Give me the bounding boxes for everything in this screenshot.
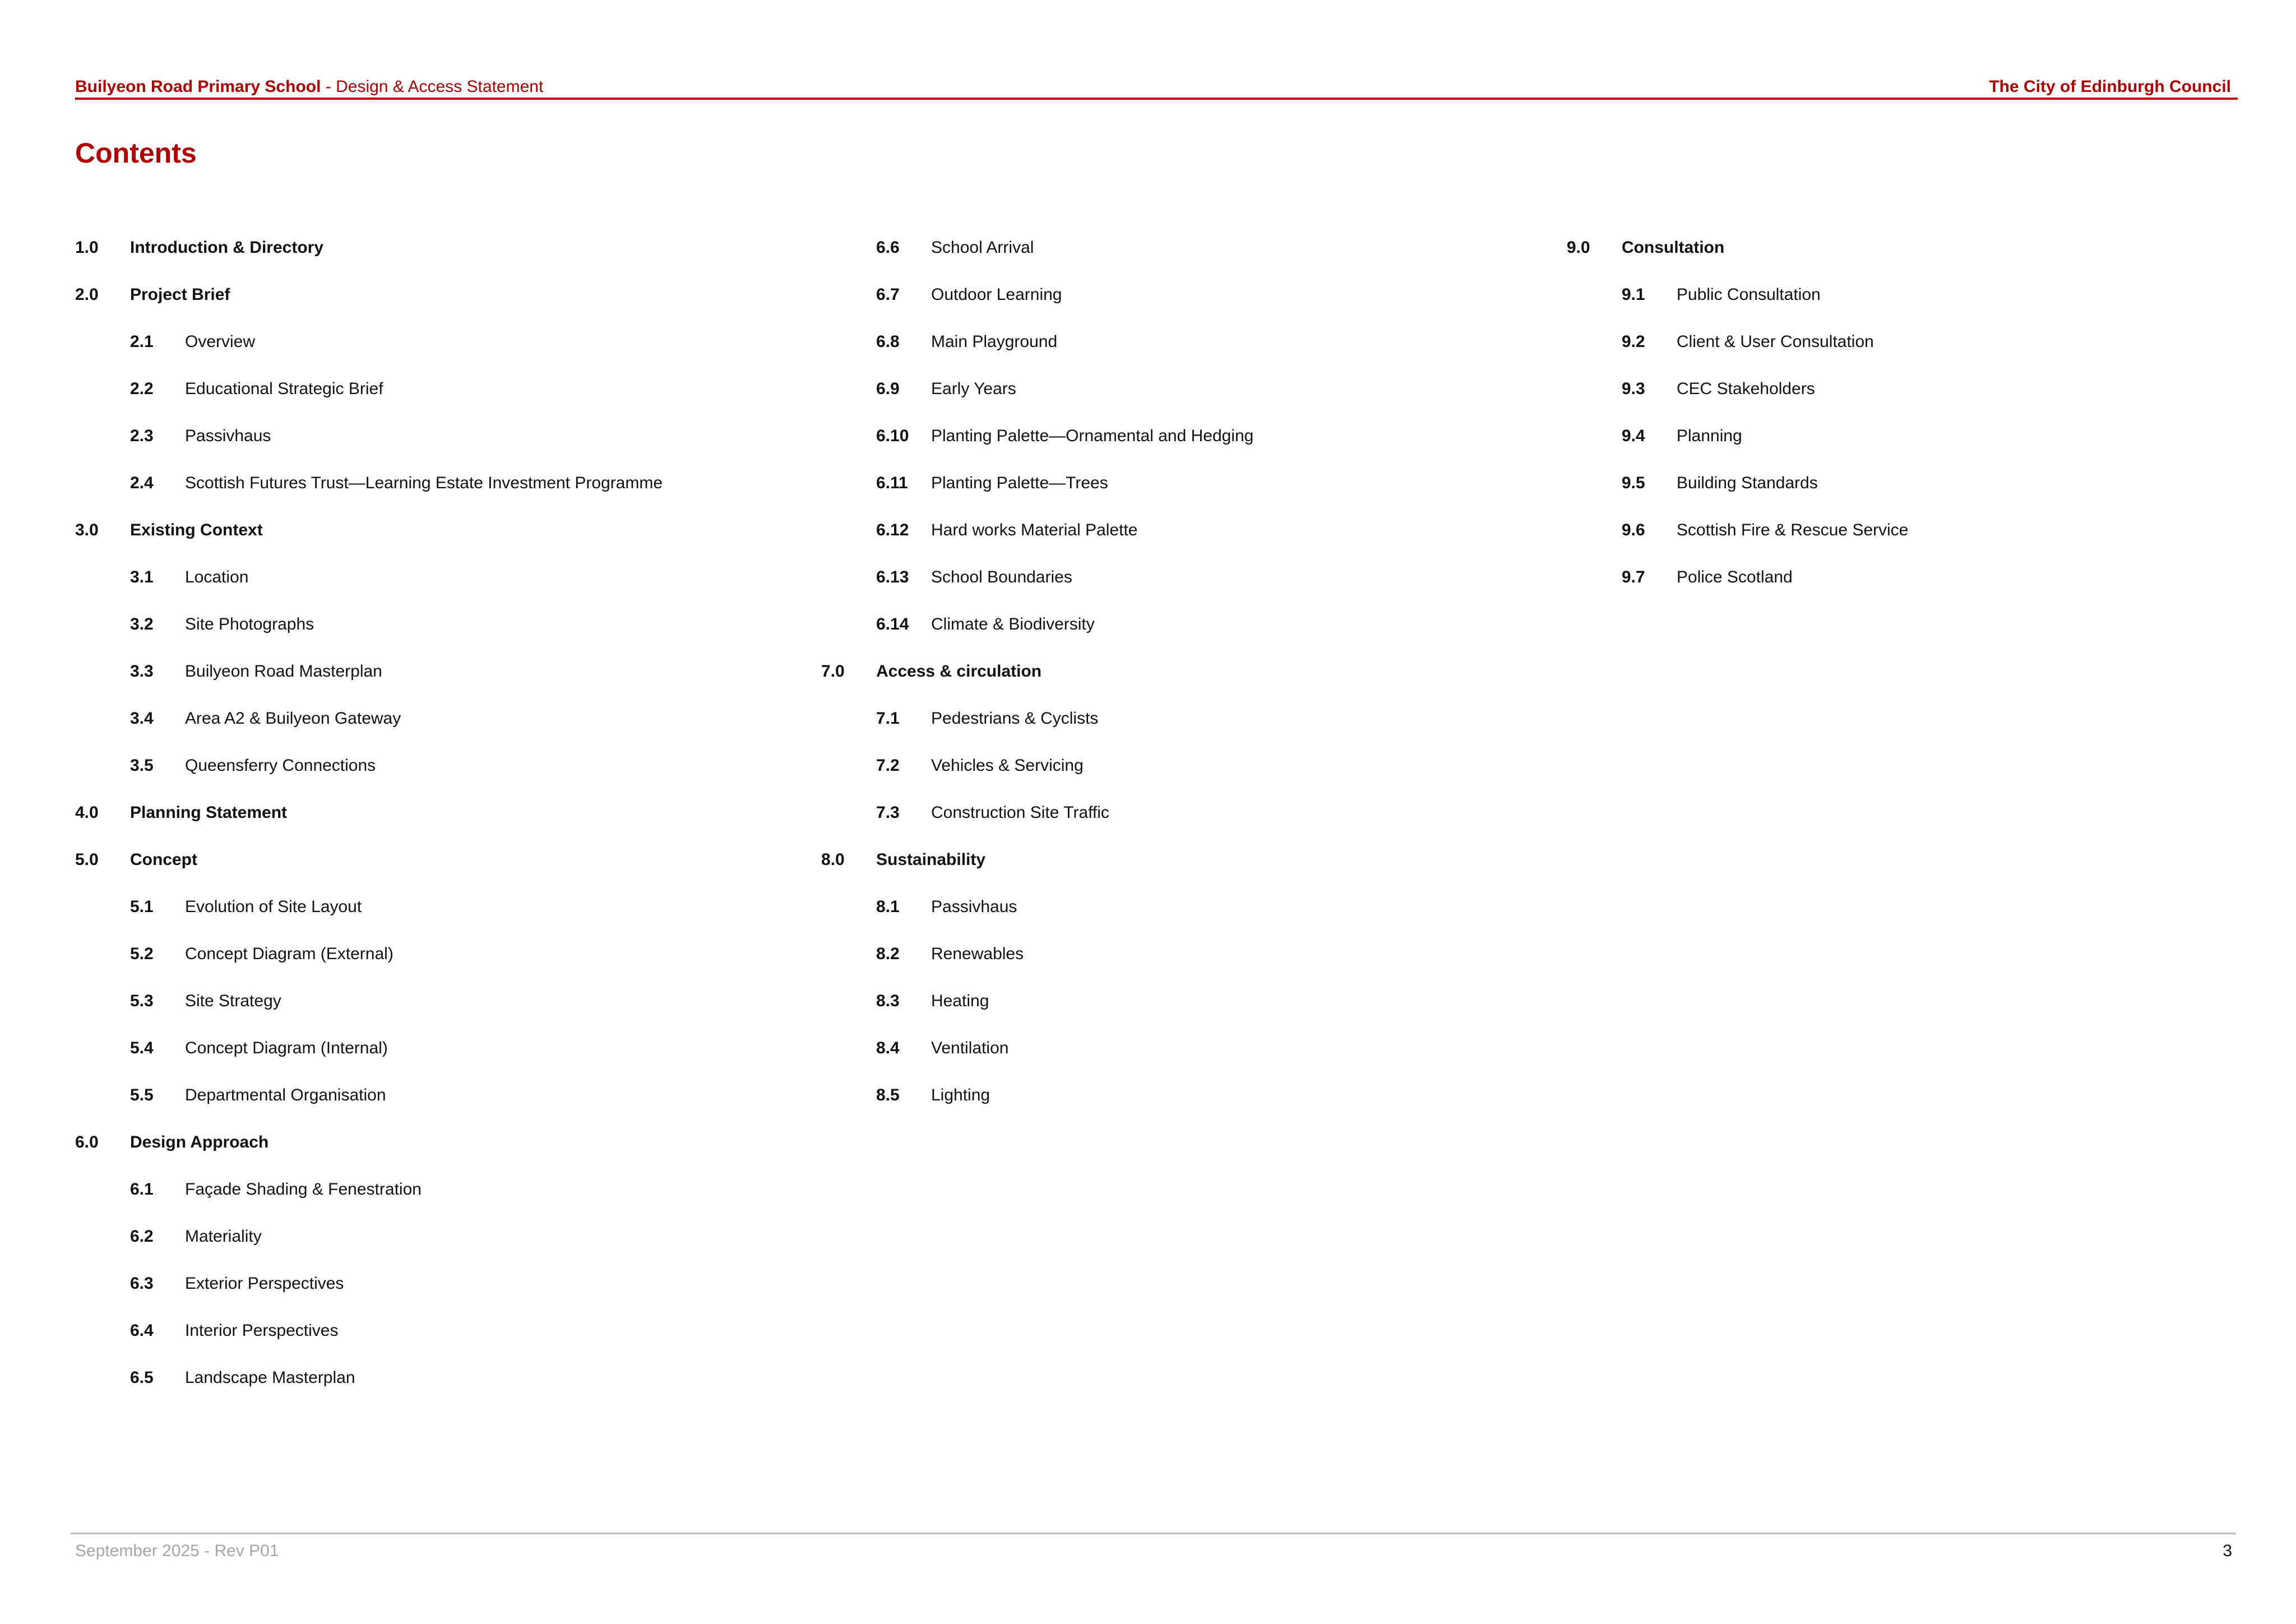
toc-entry-label: Hard works Material Palette — [931, 521, 1138, 539]
toc-entry-label: Concept Diagram (External) — [185, 945, 394, 963]
toc-entry-number: 2.4 — [130, 474, 154, 492]
toc-entry-label: Public Consultation — [1677, 285, 1821, 304]
toc-entry-label: CEC Stakeholders — [1677, 380, 1815, 398]
toc-entry-number: 3.3 — [130, 662, 154, 681]
toc-entry-label: Overview — [185, 332, 256, 351]
toc-entry[interactable] — [75, 883, 663, 931]
toc-entry-label: Interior Perspectives — [185, 1321, 339, 1340]
toc-entry-label: Existing Context — [130, 521, 263, 539]
toc-entry[interactable] — [75, 507, 663, 554]
toc-entry-label: Consultation — [1622, 238, 1725, 257]
toc-entry-number: 7.2 — [876, 756, 900, 775]
toc-entry-label: Passivhaus — [931, 897, 1017, 916]
toc-entry-number: 2.3 — [130, 427, 154, 445]
toc-entry-number: 9.0 — [1567, 238, 1590, 257]
toc-entry-number: 6.8 — [876, 332, 900, 351]
toc-entry-number: 2.2 — [130, 380, 154, 398]
toc-entry-label: Exterior Perspectives — [185, 1274, 344, 1293]
toc-entry-number: 4.0 — [75, 803, 99, 822]
toc-entry[interactable] — [821, 318, 1253, 365]
toc-entry-label: Educational Strategic Brief — [185, 380, 383, 398]
toc-entry-label: Site Photographs — [185, 615, 314, 633]
toc-entry-number: 2.1 — [130, 332, 154, 351]
toc-entry-label: Planting Palette—Ornamental and Hedging — [931, 427, 1254, 445]
toc-entry-number: 9.2 — [1622, 332, 1645, 351]
revision-date: September 2025 - Rev P01 — [75, 1542, 279, 1560]
toc-entry-number: 5.5 — [130, 1086, 154, 1104]
toc-entry-label: Concept Diagram (Internal) — [185, 1039, 388, 1057]
toc-entry-label: Introduction & Directory — [130, 238, 324, 257]
toc-entry-number: 5.1 — [130, 897, 154, 916]
toc-entry-number: 6.6 — [876, 238, 900, 257]
toc-entry-number: 8.2 — [876, 945, 900, 963]
toc-entry[interactable] — [821, 1072, 1253, 1119]
toc-entry-number: 9.3 — [1622, 380, 1645, 398]
toc-entry[interactable] — [75, 1307, 663, 1354]
toc-entry[interactable] — [821, 695, 1253, 742]
toc-entry-number: 9.7 — [1622, 568, 1645, 586]
toc-entry-label: Ventilation — [931, 1039, 1009, 1057]
toc-entry-number: 6.11 — [876, 474, 908, 492]
toc-entry-number: 8.1 — [876, 897, 900, 916]
toc-entry-label: Pedestrians & Cyclists — [931, 709, 1099, 728]
toc-entry[interactable] — [75, 931, 663, 978]
toc-entry[interactable] — [821, 413, 1253, 460]
toc-entry-number: 6.0 — [75, 1133, 99, 1151]
footer-divider — [71, 1533, 2235, 1534]
toc-entry-number: 3.2 — [130, 615, 154, 633]
toc-entry-label: Climate & Biodiversity — [931, 615, 1095, 633]
toc-entry-label: Construction Site Traffic — [931, 803, 1109, 822]
toc-entry-label: Landscape Masterplan — [185, 1368, 355, 1387]
toc-entry-number: 9.6 — [1622, 521, 1645, 539]
toc-entry[interactable] — [1567, 224, 1908, 271]
toc-entry-label: Project Brief — [130, 285, 230, 304]
toc-entry[interactable] — [75, 318, 663, 365]
toc-entry-number: 9.5 — [1622, 474, 1645, 492]
toc-entry[interactable] — [75, 1354, 663, 1401]
toc-entry[interactable] — [75, 836, 663, 883]
toc-entry-label: Materiality — [185, 1227, 262, 1246]
toc-entry-number: 8.5 — [876, 1086, 900, 1104]
toc-column-1 — [75, 224, 663, 1401]
toc-entry[interactable] — [1567, 365, 1908, 413]
toc-entry-number: 3.0 — [75, 521, 99, 539]
toc-entry[interactable] — [75, 978, 663, 1025]
toc-entry[interactable] — [1567, 318, 1908, 365]
toc-entry-number: 7.0 — [821, 662, 845, 681]
toc-entry[interactable] — [821, 931, 1253, 978]
toc-entry[interactable] — [75, 1213, 663, 1260]
toc-entry-label: School Boundaries — [931, 568, 1072, 586]
toc-entry-label: Renewables — [931, 945, 1024, 963]
toc-entry-label: Heating — [931, 992, 989, 1010]
toc-entry[interactable] — [821, 224, 1253, 271]
toc-entry-label: Evolution of Site Layout — [185, 897, 362, 916]
toc-entry-number: 5.3 — [130, 992, 154, 1010]
toc-entry[interactable] — [75, 789, 663, 836]
toc-entry[interactable] — [821, 742, 1253, 789]
toc-entry-label: Scottish Fire & Rescue Service — [1677, 521, 1909, 539]
toc-entry-number: 9.4 — [1622, 427, 1645, 445]
toc-entry[interactable] — [75, 413, 663, 460]
document-title — [75, 77, 543, 96]
toc-entry-number: 6.1 — [130, 1180, 154, 1199]
toc-entry[interactable] — [75, 695, 663, 742]
toc-entry[interactable] — [1567, 460, 1908, 507]
toc-entry-label: Departmental Organisation — [185, 1086, 386, 1104]
toc-entry-label: Passivhaus — [185, 427, 271, 445]
toc-entry[interactable] — [75, 648, 663, 695]
toc-entry[interactable] — [821, 507, 1253, 554]
toc-entry-number: 8.3 — [876, 992, 900, 1010]
toc-entry-number: 6.9 — [876, 380, 900, 398]
toc-entry-label: Lighting — [931, 1086, 990, 1104]
toc-entry-label: Design Approach — [130, 1133, 269, 1151]
school-name: Builyeon Road Primary School — [75, 77, 321, 96]
toc-entry[interactable] — [821, 789, 1253, 836]
toc-entry[interactable] — [821, 1025, 1253, 1072]
toc-entry-label: Location — [185, 568, 249, 586]
toc-entry-label: Planting Palette—Trees — [931, 474, 1108, 492]
toc-entry-label: School Arrival — [931, 238, 1034, 257]
toc-entry-label: Building Standards — [1677, 474, 1818, 492]
toc-entry-label: Site Strategy — [185, 992, 281, 1010]
toc-entry-number: 7.1 — [876, 709, 900, 728]
toc-entry-number: 8.0 — [821, 850, 845, 869]
toc-entry[interactable] — [821, 978, 1253, 1025]
toc-entry[interactable] — [821, 554, 1253, 601]
toc-entry[interactable] — [75, 1119, 663, 1166]
toc-entry-label: Queensferry Connections — [185, 756, 376, 775]
toc-entry-label: Sustainability — [876, 850, 986, 869]
toc-entry[interactable] — [75, 224, 663, 271]
toc-entry-label: Police Scotland — [1677, 568, 1793, 586]
toc-entry-label: Client & User Consultation — [1677, 332, 1874, 351]
toc-entry-label: Vehicles & Servicing — [931, 756, 1084, 775]
toc-entry[interactable] — [75, 1166, 663, 1213]
toc-entry[interactable] — [821, 883, 1253, 931]
toc-entry-number: 7.3 — [876, 803, 900, 822]
toc-entry-number: 1.0 — [75, 238, 99, 257]
toc-entry-label: Area A2 & Builyeon Gateway — [185, 709, 401, 728]
toc-entry[interactable] — [821, 601, 1253, 648]
toc-entry[interactable] — [75, 365, 663, 413]
document-subtitle: - Design & Access Statement — [321, 77, 544, 96]
toc-entry-number: 9.1 — [1622, 285, 1645, 304]
toc-entry[interactable] — [75, 742, 663, 789]
toc-entry-number: 2.0 — [75, 285, 99, 304]
toc-column-3 — [1567, 224, 1908, 601]
toc-entry-number: 6.14 — [876, 615, 909, 633]
toc-entry[interactable] — [75, 460, 663, 507]
toc-entry[interactable] — [1567, 554, 1908, 601]
toc-entry-number: 5.2 — [130, 945, 154, 963]
toc-entry-number: 5.4 — [130, 1039, 154, 1057]
toc-entry-number: 6.10 — [876, 427, 909, 445]
toc-entry-label: Concept — [130, 850, 197, 869]
toc-entry[interactable] — [75, 1072, 663, 1119]
toc-entry[interactable] — [75, 271, 663, 318]
toc-entry-label: Planning Statement — [130, 803, 288, 822]
council-name: The City of Edinburgh Council — [1989, 77, 2231, 96]
toc-entry[interactable] — [1567, 271, 1908, 318]
toc-entry-number: 3.4 — [130, 709, 154, 728]
toc-entry[interactable] — [821, 836, 1253, 883]
toc-entry[interactable] — [821, 271, 1253, 318]
toc-entry-label: Façade Shading & Fenestration — [185, 1180, 422, 1199]
toc-entry-number: 3.1 — [130, 568, 154, 586]
page-number: 3 — [2223, 1542, 2232, 1560]
page-header — [75, 75, 2238, 100]
toc-entry-number: 6.13 — [876, 568, 909, 586]
toc-entry[interactable] — [1567, 507, 1908, 554]
toc-entry-label: Planning — [1677, 427, 1742, 445]
toc-entry-number: 3.5 — [130, 756, 154, 775]
page-title: Contents — [75, 137, 197, 169]
toc-column-2 — [821, 224, 1253, 1119]
toc-entry[interactable] — [75, 1260, 663, 1307]
toc-entry-label: Scottish Futures Trust—Learning Estate Investment Programme — [185, 474, 663, 492]
toc-entry-label: Early Years — [931, 380, 1016, 398]
toc-entry[interactable] — [821, 460, 1253, 507]
toc-entry-number: 6.4 — [130, 1321, 154, 1340]
toc-entry[interactable] — [75, 1025, 663, 1072]
toc-entry-number: 6.5 — [130, 1368, 154, 1387]
toc-entry-label: Access & circulation — [876, 662, 1042, 681]
toc-entry[interactable] — [821, 648, 1253, 695]
toc-entry-label: Main Playground — [931, 332, 1058, 351]
toc-entry[interactable] — [75, 601, 663, 648]
toc-entry[interactable] — [821, 365, 1253, 413]
toc-entry-number: 8.4 — [876, 1039, 900, 1057]
toc-entry-number: 6.12 — [876, 521, 909, 539]
toc-entry-number: 6.7 — [876, 285, 900, 304]
toc-entry-number: 5.0 — [75, 850, 99, 869]
toc-entry[interactable] — [75, 554, 663, 601]
toc-entry[interactable] — [1567, 413, 1908, 460]
toc-entry-number: 6.3 — [130, 1274, 154, 1293]
toc-entry-label: Builyeon Road Masterplan — [185, 662, 382, 681]
toc-entry-number: 6.2 — [130, 1227, 154, 1246]
toc-entry-label: Outdoor Learning — [931, 285, 1062, 304]
